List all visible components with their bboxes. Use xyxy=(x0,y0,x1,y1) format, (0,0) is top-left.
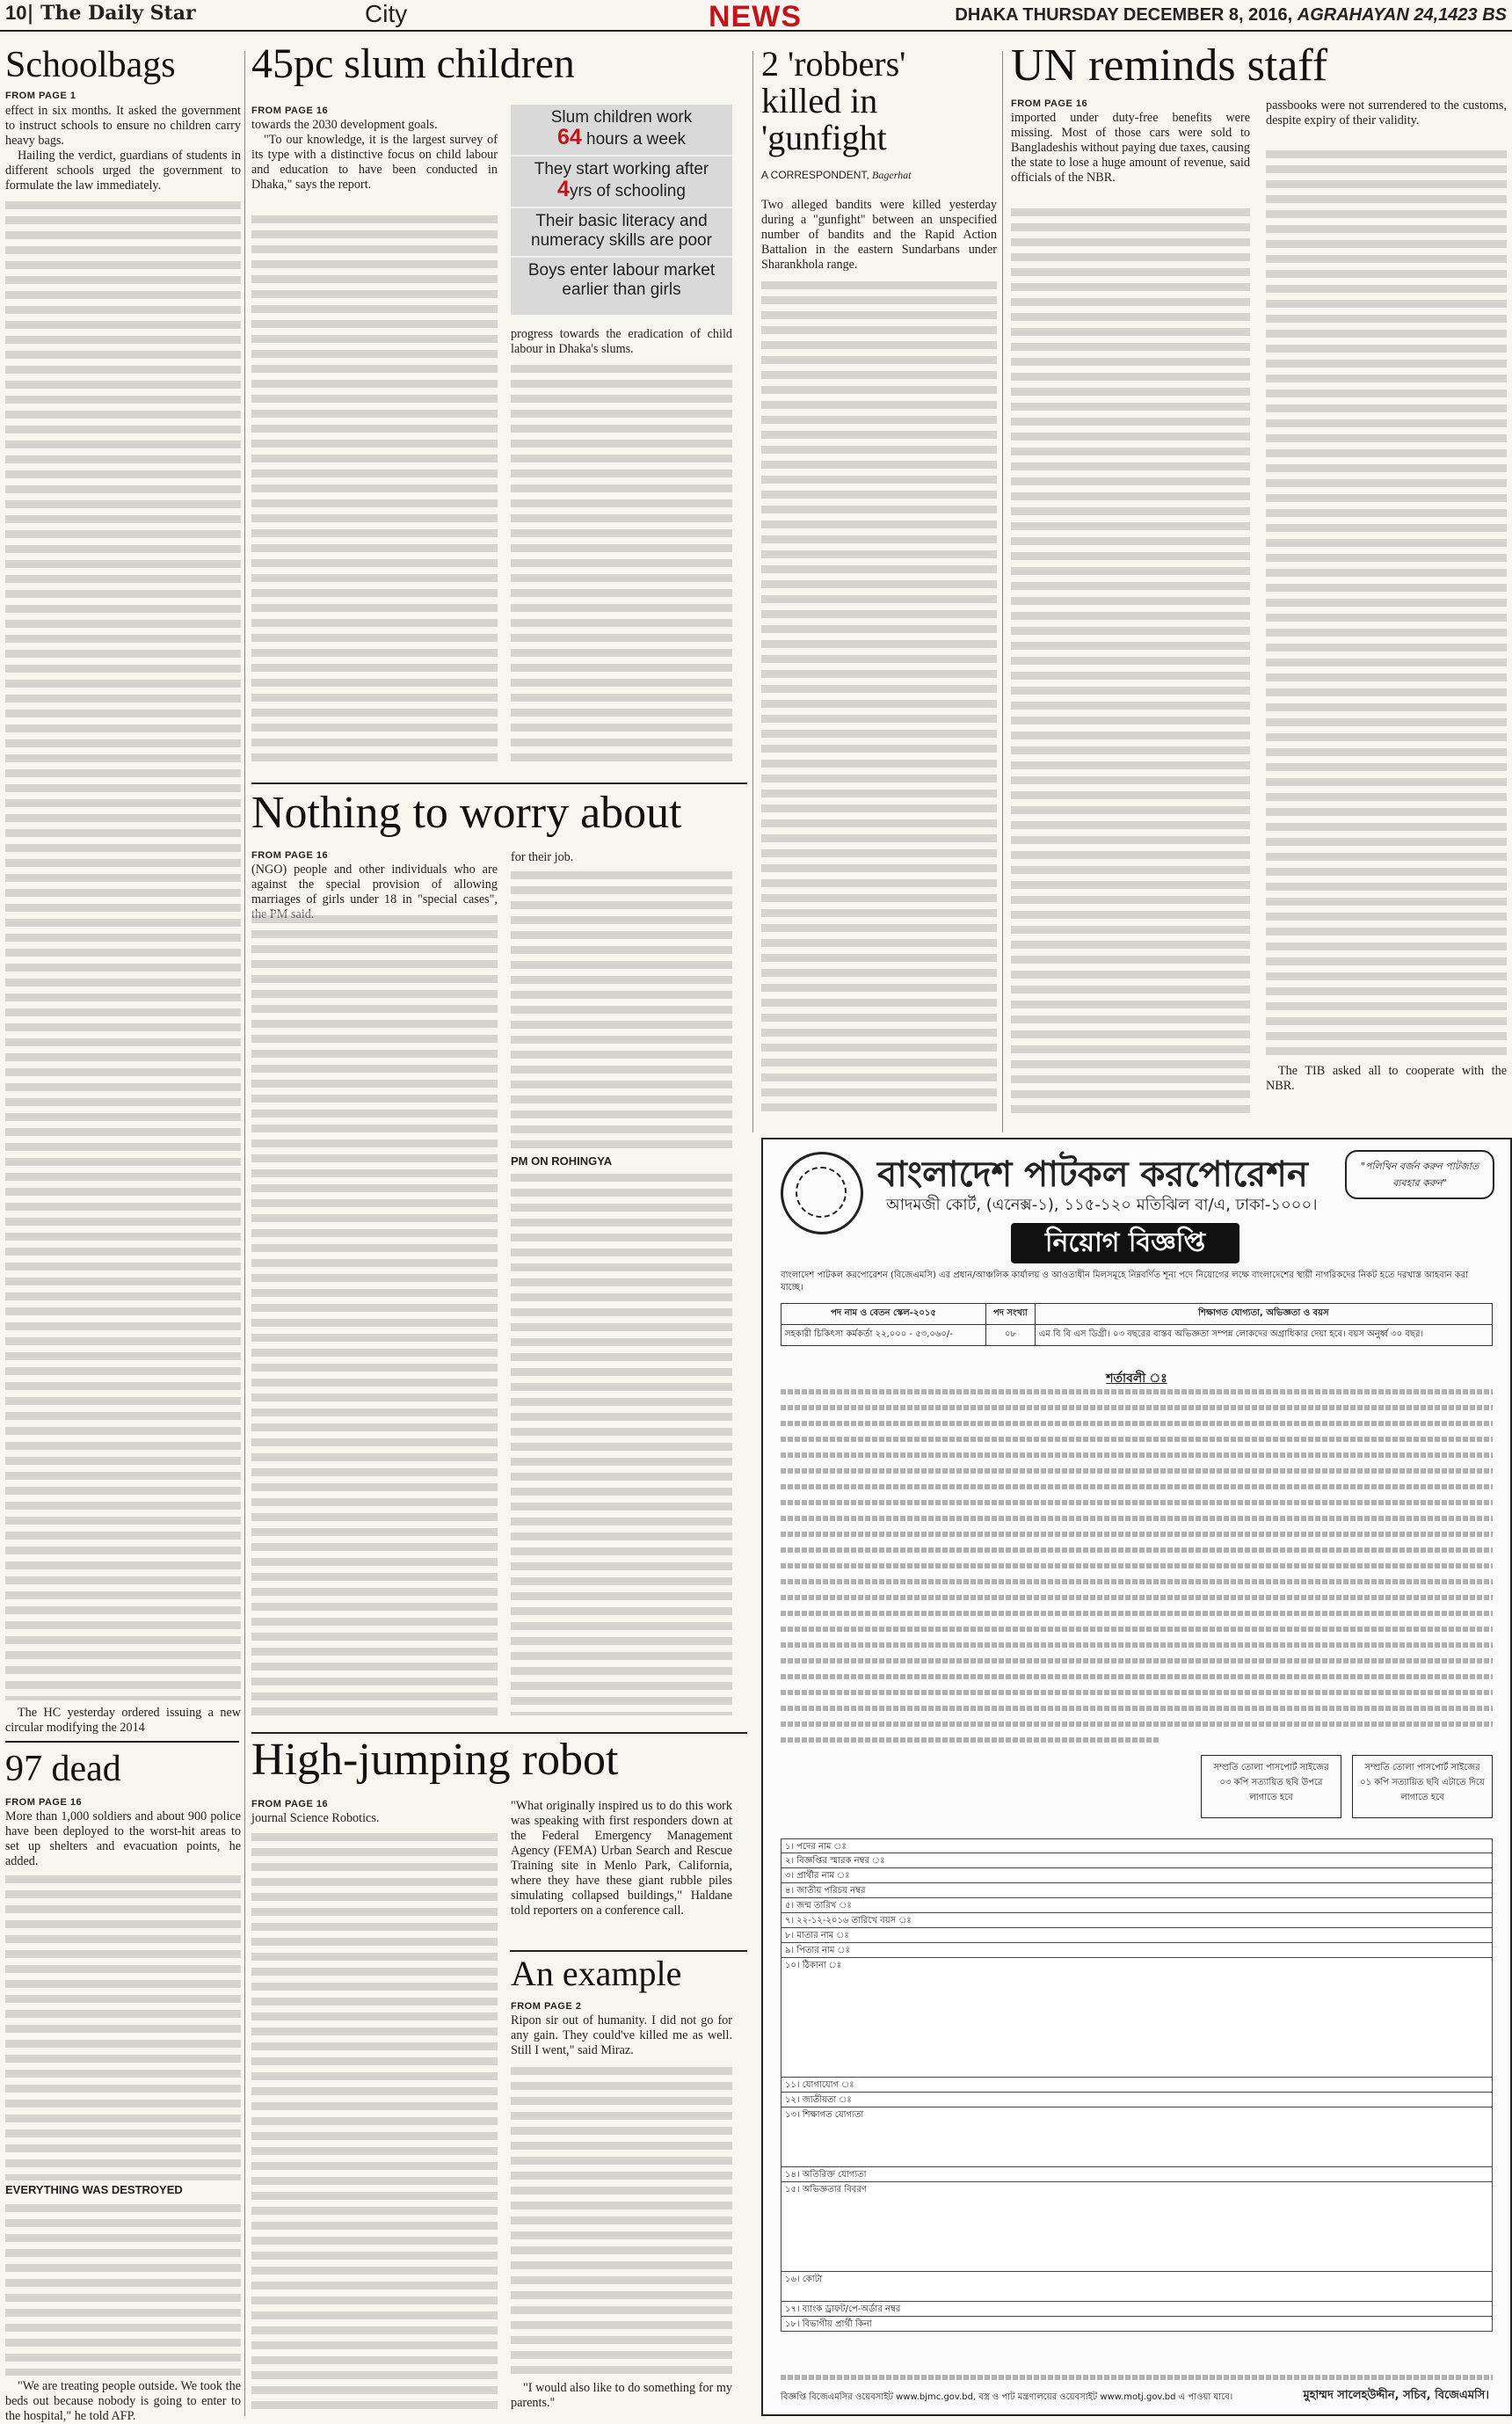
story-text-block xyxy=(251,911,498,1715)
form-row: ১৩। শিক্ষাগত যোগ্যতা xyxy=(781,2107,1493,2167)
story-text-block xyxy=(1011,204,1250,1118)
column-rule xyxy=(1002,51,1003,1132)
ad-text-line xyxy=(781,1547,1493,1553)
jump-label: FROM PAGE 16 xyxy=(251,1799,329,1809)
ad-text-line xyxy=(781,1389,1493,1394)
ad-banner: নিয়োগ বিজ্ঞপ্তি xyxy=(1011,1223,1239,1263)
ad-text-line xyxy=(781,1437,1493,1442)
form-row: ৫। জন্ম তারিখ ঃ xyxy=(781,1898,1493,1913)
story-text-block xyxy=(5,2200,241,2376)
story-body-robot-col2: "What originally inspired us to do this work was speaking with first responders down at the Federal Emergency Management Agency (FEMA) Urban Search and Rescue Training site in Menlo Park, California, where they have these giant rubble piles simulating collapsed buildings," Haldane told reporters on a conference call. xyxy=(511,1799,732,1918)
sidebar-fact: They start working after 4yrs of schooling xyxy=(511,157,732,208)
form-row: ১৭। ব্যাংক ড্রাফট/পে-অর্ডার নম্বর xyxy=(781,2302,1493,2317)
headline-robbers-killed: 2 'robbers' killed in 'gunfight xyxy=(761,44,906,157)
byline: A CORRESPONDENT, Bagerhat xyxy=(761,169,912,181)
jump-label: FROM PAGE 1 xyxy=(5,91,76,101)
application-form xyxy=(781,1838,1493,2332)
ad-text-line xyxy=(781,1658,1493,1663)
story-body-schoolbags: effect in six months. It asked the government to instruct schools to ensure no children carry heavy bags. Hailing the verdict, guardians of students in different schools urged the government to formulate the law immediately. xyxy=(5,104,241,193)
form-row: ১০। ঠিকানা ঃ xyxy=(781,1958,1493,2078)
sidebar-fact: Boys enter labour market earlier than girls xyxy=(527,261,716,299)
jump-label: FROM PAGE 2 xyxy=(511,2001,582,2012)
ad-text-line xyxy=(781,1421,1493,1426)
ad-text-line xyxy=(781,1484,1493,1489)
story-text-block xyxy=(251,1829,498,2409)
story-body-example: Ripon sir out of humanity. I did not go for any gain. They could've killed me as well. Still I went," said Miraz. xyxy=(511,2013,732,2057)
ad-text-line xyxy=(781,1452,1493,1458)
headline-schoolbags: Schoolbags xyxy=(5,45,176,85)
story-body-nothing-col2: for their job. xyxy=(511,850,574,864)
ad-text-line xyxy=(781,1722,1493,1727)
page-number-and-paper: 10| The Daily Star xyxy=(5,2,196,25)
ad-text-line xyxy=(781,1611,1493,1616)
story-body-robbers: Two alleged bandits were killed yesterday during a "gunfight" between an unspecified number of bandits and the Rapid Action Battalion in the eastern Sundarbans under Sharankhola range. xyxy=(761,198,997,272)
ad-slogan: "পলিথিন বর্জন করুন পাটজাত ব্যবহার করুন" xyxy=(1345,1150,1494,1199)
column-rule xyxy=(752,51,753,1132)
jump-label: FROM PAGE 16 xyxy=(1011,98,1088,109)
conditions-title: শর্তাবলী ঃ xyxy=(1106,1372,1167,1386)
dateline: DHAKA THURSDAY DECEMBER 8, 2016, AGRAHAYAN 24,1423 BS xyxy=(955,5,1507,25)
form-row: ৮। মাতার নাম ঃ xyxy=(781,1928,1493,1943)
story-body-un-col2: passbooks were not surrendered to the customs, despite expiry of their validity. xyxy=(1266,98,1507,127)
ad-intro: বাংলাদেশ পাটকল করপোরেশন (বিজেএমসি) এর প্রধান/আঞ্চলিক কার্যালয় ও আওতাধীন মিলসমূহে নিম্নবর্ণিত শূন্য পদে নিয়োগের লক্ষে বাংলাদেশের স্থায়ী নাগরিকদের নিকট হতে দরখাস্ত আহবান করা যাচ্ছে। xyxy=(781,1270,1469,1292)
story-text-block xyxy=(511,1169,732,1715)
story-body-97-dead: More than 1,000 soldiers and about 900 police have been deployed to the worst-hit areas to set up shelters and evacuation points, he added. xyxy=(5,1809,241,1868)
ad-footer: বিজ্ঞপ্তি বিজেএমসির ওয়েবসাইট www.bjmc.gov.bd, বস্ত্র ও পাট মন্ত্রণালয়ের ওয়েবসাইট www.motj.gov.bd এ পাওয়া যাবে। xyxy=(781,2392,1233,2402)
story-divider xyxy=(251,1732,747,1734)
photo-box: সম্প্রতি তোলা পাসপোর্ট সাইজের ০৩ কপি সত্যায়িত ছবি উপরে লাগাতে হবে xyxy=(1201,1755,1341,1818)
ad-text-line xyxy=(781,1737,1159,1743)
ad-text-line xyxy=(781,1627,1493,1632)
form-row: ১২। জাতীয়তা ঃ xyxy=(781,2093,1493,2107)
ad-text-line xyxy=(781,1500,1493,1505)
ad-text-line xyxy=(781,1642,1493,1648)
ad-address: আদমজী কোর্ট, (এনেক্স-১), ১১৫-১২০ মতিঝিল বা/এ, ঢাকা-১০০০। xyxy=(886,1196,1318,1214)
bjmc-logo xyxy=(781,1152,863,1234)
vacancy-table: পদ নাম ও বেতন স্কেল-২০১৫ পদ সংখ্যা শিক্ষাগত যোগ্যতা, অভিজ্ঞতা ও বয়স সহকারী চিকিৎসা কর্মকর্তা ২২,০০০ - ৫৩,০৬০/- ০৮ এম বি বি এস ডিগ্রী। ০৩ বছরের বাস্তব অভিজ্ঞতা সম্পন্ন লোকদের অগ্রাধিকার দেয়া হবে। বয়স অনুর্ধ্ব ৩০ বছর। xyxy=(781,1303,1493,1346)
headline-97-dead: 97 dead xyxy=(5,1749,121,1789)
ad-title: বাংলাদেশ পাটকল করপোরেশন xyxy=(877,1154,1308,1195)
headline-un-reminds-staff: UN reminds staff xyxy=(1011,40,1328,91)
ad-text-line xyxy=(781,1690,1493,1695)
story-text-block xyxy=(511,867,732,1153)
section-tag: NEWS xyxy=(709,0,802,33)
headline-nothing-to-worry: Nothing to worry about xyxy=(251,788,682,838)
jump-label: FROM PAGE 16 xyxy=(251,106,329,116)
job-advertisement xyxy=(761,1138,1512,2416)
story-text-block xyxy=(511,360,732,765)
ad-text-line xyxy=(781,1563,1493,1569)
infographic-sidebar xyxy=(511,105,732,315)
story-body-nothing: (NGO) people and other individuals who are against the special provision of allowing marriages of girls under 18 in "special cases", the PM said. xyxy=(251,863,498,921)
headline-high-jumping-robot: High-jumping robot xyxy=(251,1735,619,1785)
ad-text-line xyxy=(781,1405,1493,1410)
ad-text-line xyxy=(781,1674,1493,1679)
story-text-block xyxy=(251,211,498,765)
story-text-block xyxy=(511,2063,732,2379)
photo-box: সম্প্রতি তোলা পাসপোর্ট সাইজের ০১ কপি সত্যায়িত ছবি এটাতে দিয়ে লাগাতে হবে xyxy=(1352,1755,1493,1818)
story-text-block xyxy=(761,277,997,1117)
story-end-un: The TIB asked all to cooperate with the NBR. xyxy=(1266,1064,1507,1093)
signatory: মুহাম্মদ সালেহউদ্দীন, সচিব, বিজেএমসি। xyxy=(1303,2389,1489,2402)
jump-label: FROM PAGE 16 xyxy=(5,1797,83,1808)
headline-an-example: An example xyxy=(511,1954,682,1993)
ad-text-line xyxy=(781,1532,1493,1537)
story-body-slum-col2: progress towards the eradication of child labour in Dhaka's slums. xyxy=(511,327,732,356)
form-row: ৯। পিতার নাম ঃ xyxy=(781,1943,1493,1958)
form-row: ১৮। বিভাগীয় প্রার্থী কিনা xyxy=(781,2317,1493,2332)
form-row: ১। পদের নাম ঃ xyxy=(781,1838,1493,1853)
form-row: ৩। প্রার্থীর নাম ঃ xyxy=(781,1868,1493,1883)
form-row: ২। বিজ্ঞপ্তির স্মারক নম্বর ঃ xyxy=(781,1853,1493,1868)
jump-label: FROM PAGE 16 xyxy=(251,850,329,861)
form-row: ১৬। কোটা xyxy=(781,2272,1493,2302)
story-divider xyxy=(251,783,747,784)
column-rule xyxy=(244,51,245,2416)
form-row: ১৫। অভিজ্ঞতার বিবরণ xyxy=(781,2182,1493,2272)
story-text-block xyxy=(1266,146,1507,1060)
ad-text-line xyxy=(781,2375,1493,2380)
form-row: ৪। জাতীয় পরিচয় নম্বর xyxy=(781,1883,1493,1898)
story-body-robot: journal Science Robotics. xyxy=(251,1811,380,1825)
ad-text-line xyxy=(781,1706,1493,1711)
form-row: ৭। ২২-১২-২০১৬ তারিখে বয়স ঃ xyxy=(781,1913,1493,1928)
ad-text-line xyxy=(781,1516,1493,1521)
story-text-block xyxy=(5,197,241,1700)
form-row: ১১। যোগাযোগ ঃ xyxy=(781,2078,1493,2093)
story-end-schoolbags: The HC yesterday ordered issuing a new circular modifying the 2014 xyxy=(5,1706,241,1735)
sidebar-fact: Their basic literacy and numeracy skills are poor xyxy=(511,208,732,258)
story-text-block xyxy=(5,1871,241,2180)
ad-text-line xyxy=(781,1468,1493,1474)
headline-slum-children: 45pc slum children xyxy=(251,40,575,87)
story-end-example: "I would also like to do something for my parents." xyxy=(511,2381,732,2410)
story-end-97-dead: "We are treating people outside. We took the beds out because nobody is going to enter to the hospital," he told AFP. xyxy=(5,2379,241,2423)
story-subhead: PM ON ROHINGYA xyxy=(511,1154,613,1168)
ad-text-line xyxy=(781,1595,1493,1600)
story-divider xyxy=(5,1741,239,1743)
story-body-un: imported under duty-free benefits were missing. Most of those cars were sold to Bangladeshis without paying due taxes, causing the state to lose a huge amount of revenue, said officials of the NBR. xyxy=(1011,111,1250,185)
section-label: City xyxy=(365,0,408,27)
story-subhead: EVERYTHING WAS DESTROYED xyxy=(5,2183,183,2196)
story-divider xyxy=(510,1950,747,1952)
story-body-slum: towards the 2030 development goals. "To our knowledge, it is the largest survey of its type with a distinctive focus on child labour and education to have been conducted in Dhaka," says the report. xyxy=(251,118,498,192)
form-row: ১৪। অতিরিক্ত যোগ্যতা xyxy=(781,2167,1493,2182)
ad-text-line xyxy=(781,1579,1493,1584)
sidebar-fact: Slum children work 64 hours a week xyxy=(511,105,732,157)
